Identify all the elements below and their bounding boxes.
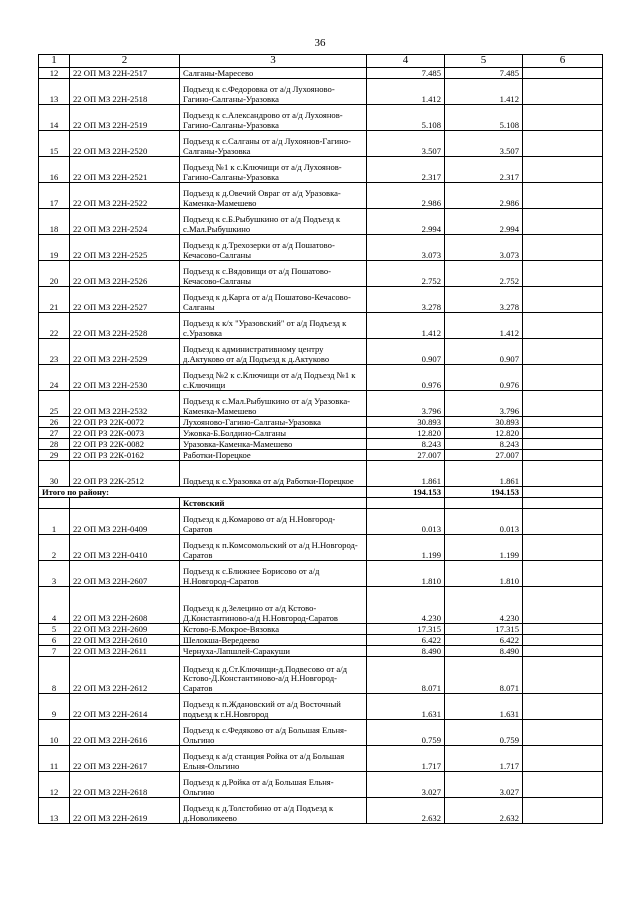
road-name: Подъезд №1 к с.Ключищи от а/д Лухоянов-Гагино-Салганы-Уразовка bbox=[180, 157, 367, 183]
road-name: Подъезд к д.Трехозерки от а/д Пошатово-Кечасово-Салганы bbox=[180, 235, 367, 261]
length-value-2: 30.893 bbox=[445, 417, 523, 428]
empty-cell bbox=[523, 461, 603, 487]
road-name: Подъезд к д.Овечий Овраг от а/д Уразовка-Каменка-Мамешево bbox=[180, 183, 367, 209]
empty-cell bbox=[523, 339, 603, 365]
empty-cell bbox=[523, 772, 603, 798]
total-empty-cell bbox=[523, 487, 603, 498]
length-value-2: 6.422 bbox=[445, 635, 523, 646]
table-row bbox=[39, 417, 603, 428]
table-row bbox=[39, 105, 603, 131]
empty-cell bbox=[523, 417, 603, 428]
road-name: Подъезд к а/д станция Ройка от а/д Большая Ельня-Ольгино bbox=[180, 746, 367, 772]
length-value-2: 8.490 bbox=[445, 646, 523, 657]
empty-cell bbox=[523, 498, 603, 509]
empty-cell bbox=[523, 131, 603, 157]
length-value: 3.278 bbox=[367, 287, 445, 313]
length-value-2: 2.994 bbox=[445, 209, 523, 235]
length-value-2: 17.315 bbox=[445, 624, 523, 635]
road-name: Подъезд к с.Ближнее Борисово от а/д Н.Новгород-Саратов bbox=[180, 561, 367, 587]
row-number: 22 bbox=[39, 313, 70, 339]
length-value-2: 1.412 bbox=[445, 313, 523, 339]
length-value: 12.820 bbox=[367, 428, 445, 439]
empty-cell bbox=[39, 498, 70, 509]
row-number: 27 bbox=[39, 428, 70, 439]
length-value-2: 7.485 bbox=[445, 68, 523, 79]
row-number: 11 bbox=[39, 746, 70, 772]
table-row bbox=[39, 587, 603, 624]
row-number: 14 bbox=[39, 105, 70, 131]
table-row bbox=[39, 235, 603, 261]
row-number: 10 bbox=[39, 720, 70, 746]
empty-cell bbox=[523, 105, 603, 131]
length-value-2: 5.108 bbox=[445, 105, 523, 131]
table-row bbox=[39, 535, 603, 561]
column-header: 2 bbox=[70, 55, 180, 68]
table-row bbox=[39, 313, 603, 339]
table-row bbox=[39, 798, 603, 824]
road-code: 22 ОП МЗ 22Н-2609 bbox=[70, 624, 180, 635]
table-row bbox=[39, 461, 603, 487]
empty-cell bbox=[523, 391, 603, 417]
road-code: 22 ОП РЗ 22К-0073 bbox=[70, 428, 180, 439]
row-number: 24 bbox=[39, 365, 70, 391]
row-number: 29 bbox=[39, 450, 70, 461]
district-row bbox=[39, 498, 603, 509]
row-number: 19 bbox=[39, 235, 70, 261]
column-header: 5 bbox=[445, 55, 523, 68]
row-number: 20 bbox=[39, 261, 70, 287]
length-value: 17.315 bbox=[367, 624, 445, 635]
length-value: 0.759 bbox=[367, 720, 445, 746]
empty-cell bbox=[523, 235, 603, 261]
length-value-2: 1.199 bbox=[445, 535, 523, 561]
empty-cell bbox=[523, 624, 603, 635]
table-row bbox=[39, 209, 603, 235]
length-value-2: 3.796 bbox=[445, 391, 523, 417]
road-name: Подъезд №2 к с.Ключищи от а/д Подъезд №1 к с.Ключищи bbox=[180, 365, 367, 391]
empty-cell bbox=[523, 746, 603, 772]
road-code: 22 ОП МЗ 22Н-2527 bbox=[70, 287, 180, 313]
road-name: Подъезд к с.Б.Рыбушкино от а/д Подъезд к с.Мал.Рыбушкино bbox=[180, 209, 367, 235]
length-value-2: 1.861 bbox=[445, 461, 523, 487]
road-code: 22 ОП МЗ 22Н-2611 bbox=[70, 646, 180, 657]
road-name: Подъезд к с.Мал.Рыбушкино от а/д Уразовка-Каменка-Мамешево bbox=[180, 391, 367, 417]
length-value: 8.243 bbox=[367, 439, 445, 450]
road-code: 22 ОП РЗ 22К-0072 bbox=[70, 417, 180, 428]
empty-cell bbox=[523, 535, 603, 561]
row-number: 18 bbox=[39, 209, 70, 235]
row-number: 7 bbox=[39, 646, 70, 657]
road-code: 22 ОП МЗ 22Н-2530 bbox=[70, 365, 180, 391]
length-value: 1.861 bbox=[367, 461, 445, 487]
length-value: 8.071 bbox=[367, 657, 445, 694]
length-value: 2.994 bbox=[367, 209, 445, 235]
table-row bbox=[39, 646, 603, 657]
length-value-2: 2.752 bbox=[445, 261, 523, 287]
row-number: 3 bbox=[39, 561, 70, 587]
empty-cell bbox=[523, 798, 603, 824]
table-row bbox=[39, 772, 603, 798]
road-code: 22 ОП МЗ 22Н-2618 bbox=[70, 772, 180, 798]
road-code: 22 ОП МЗ 22Н-2522 bbox=[70, 183, 180, 209]
length-value-2: 12.820 bbox=[445, 428, 523, 439]
table-row bbox=[39, 657, 603, 694]
row-number: 30 bbox=[39, 461, 70, 487]
road-name: Подъезд к д.Комарово от а/д Н.Новгород-Саратов bbox=[180, 509, 367, 535]
table-row bbox=[39, 391, 603, 417]
road-code: 22 ОП МЗ 22Н-2612 bbox=[70, 657, 180, 694]
road-name: Подъезд к с.Уразовка от а/д Работки-Порецкое bbox=[180, 461, 367, 487]
empty-cell bbox=[523, 313, 603, 339]
table-row bbox=[39, 261, 603, 287]
length-value: 2.632 bbox=[367, 798, 445, 824]
road-code: 22 ОП МЗ 22Н-2520 bbox=[70, 131, 180, 157]
road-name: Подъезд к д.Карга от а/д Пошатово-Кечасово-Салганы bbox=[180, 287, 367, 313]
empty-cell bbox=[523, 79, 603, 105]
length-value-2: 27.007 bbox=[445, 450, 523, 461]
row-number: 17 bbox=[39, 183, 70, 209]
row-number: 12 bbox=[39, 772, 70, 798]
table-body-section-a bbox=[39, 68, 603, 487]
row-number: 2 bbox=[39, 535, 70, 561]
empty-cell bbox=[523, 261, 603, 287]
table-row bbox=[39, 450, 603, 461]
total-row bbox=[39, 487, 603, 498]
length-value-2: 3.278 bbox=[445, 287, 523, 313]
column-header-row bbox=[39, 55, 603, 68]
empty-cell bbox=[523, 287, 603, 313]
length-value-2: 8.243 bbox=[445, 439, 523, 450]
page-number: 36 bbox=[314, 37, 326, 49]
length-value: 30.893 bbox=[367, 417, 445, 428]
length-value: 1.810 bbox=[367, 561, 445, 587]
row-number: 1 bbox=[39, 509, 70, 535]
table-row bbox=[39, 131, 603, 157]
length-value-2: 2.632 bbox=[445, 798, 523, 824]
length-value: 1.412 bbox=[367, 313, 445, 339]
row-number: 8 bbox=[39, 657, 70, 694]
road-code: 22 ОП МЗ 22Н-2517 bbox=[70, 68, 180, 79]
row-number: 9 bbox=[39, 694, 70, 720]
table-row bbox=[39, 561, 603, 587]
empty-cell bbox=[70, 498, 180, 509]
road-code: 22 ОП МЗ 22Н-2524 bbox=[70, 209, 180, 235]
row-number: 23 bbox=[39, 339, 70, 365]
road-name: Уразовка-Каменка-Мамешево bbox=[180, 439, 367, 450]
row-number: 5 bbox=[39, 624, 70, 635]
length-value-2: 0.759 bbox=[445, 720, 523, 746]
table-row bbox=[39, 428, 603, 439]
table-row bbox=[39, 365, 603, 391]
road-name: Кстово-Б.Мокрое-Вязовка bbox=[180, 624, 367, 635]
row-number: 13 bbox=[39, 79, 70, 105]
road-code: 22 ОП МЗ 22Н-2518 bbox=[70, 79, 180, 105]
row-number: 4 bbox=[39, 587, 70, 624]
length-value-2: 1.717 bbox=[445, 746, 523, 772]
table-row bbox=[39, 183, 603, 209]
length-value-2: 1.810 bbox=[445, 561, 523, 587]
road-code: 22 ОП МЗ 22Н-0410 bbox=[70, 535, 180, 561]
road-name: Подъезд к д.Зелецино от а/д Кстово-Д.Константиново-а/д Н.Новгород-Саратов bbox=[180, 587, 367, 624]
road-name: Подъезд к д.Ст.Ключищи-д.Подвесово от а/д Кстово-Д.Константиново-а/д Н.Новгород-Саратов bbox=[180, 657, 367, 694]
length-value-2: 0.907 bbox=[445, 339, 523, 365]
road-code: 22 ОП МЗ 22Н-2619 bbox=[70, 798, 180, 824]
length-value: 2.317 bbox=[367, 157, 445, 183]
length-value-2: 3.507 bbox=[445, 131, 523, 157]
table-row bbox=[39, 509, 603, 535]
road-code: 22 ОП МЗ 22Н-2617 bbox=[70, 746, 180, 772]
empty-cell bbox=[367, 498, 445, 509]
row-number: 15 bbox=[39, 131, 70, 157]
roads-table bbox=[38, 54, 603, 824]
table-row bbox=[39, 157, 603, 183]
road-name: Ужовка-Б.Болдино-Салганы bbox=[180, 428, 367, 439]
road-code: 22 ОП МЗ 22Н-2526 bbox=[70, 261, 180, 287]
table-row bbox=[39, 79, 603, 105]
road-code: 22 ОП МЗ 22Н-2610 bbox=[70, 635, 180, 646]
district-name: Кстовский bbox=[180, 498, 367, 509]
empty-cell bbox=[523, 439, 603, 450]
length-value-2: 0.013 bbox=[445, 509, 523, 535]
table-row bbox=[39, 287, 603, 313]
length-value: 5.108 bbox=[367, 105, 445, 131]
table-row bbox=[39, 439, 603, 450]
length-value: 2.752 bbox=[367, 261, 445, 287]
road-name: Подъезд к п.Комсомольский от а/д Н.Новгород-Саратов bbox=[180, 535, 367, 561]
road-code: 22 ОП МЗ 22Н-2607 bbox=[70, 561, 180, 587]
length-value-2: 2.317 bbox=[445, 157, 523, 183]
empty-cell bbox=[523, 509, 603, 535]
length-value: 2.986 bbox=[367, 183, 445, 209]
length-value: 0.907 bbox=[367, 339, 445, 365]
row-number: 26 bbox=[39, 417, 70, 428]
empty-cell bbox=[523, 157, 603, 183]
table-row bbox=[39, 694, 603, 720]
road-code: 22 ОП РЗ 22К-2512 bbox=[70, 461, 180, 487]
length-value-2: 1.631 bbox=[445, 694, 523, 720]
length-value: 4.230 bbox=[367, 587, 445, 624]
length-value: 1.199 bbox=[367, 535, 445, 561]
empty-cell bbox=[523, 646, 603, 657]
length-value: 6.422 bbox=[367, 635, 445, 646]
length-value-2: 8.071 bbox=[445, 657, 523, 694]
column-header: 1 bbox=[39, 55, 70, 68]
road-code: 22 ОП МЗ 22Н-2528 bbox=[70, 313, 180, 339]
length-value: 7.485 bbox=[367, 68, 445, 79]
length-value: 0.976 bbox=[367, 365, 445, 391]
road-name: Лухояново-Гагино-Салганы-Уразовка bbox=[180, 417, 367, 428]
length-value-2: 4.230 bbox=[445, 587, 523, 624]
column-header: 4 bbox=[367, 55, 445, 68]
total-value-col5: 194.153 bbox=[445, 487, 523, 498]
length-value: 1.717 bbox=[367, 746, 445, 772]
empty-cell bbox=[523, 209, 603, 235]
road-code: 22 ОП МЗ 22Н-2529 bbox=[70, 339, 180, 365]
road-code: 22 ОП МЗ 22Н-0409 bbox=[70, 509, 180, 535]
empty-cell bbox=[523, 694, 603, 720]
length-value-2: 0.976 bbox=[445, 365, 523, 391]
length-value-2: 1.412 bbox=[445, 79, 523, 105]
road-name: Подъезд к административному центру д.Актуково от а/д Подъезд к д.Актуково bbox=[180, 339, 367, 365]
road-name: Чернуха-Лапшлей-Саракуши bbox=[180, 646, 367, 657]
road-code: 22 ОП МЗ 22Н-2608 bbox=[70, 587, 180, 624]
empty-cell bbox=[523, 720, 603, 746]
table-row bbox=[39, 746, 603, 772]
column-header: 6 bbox=[523, 55, 603, 68]
column-header: 3 bbox=[180, 55, 367, 68]
road-name: Подъезд к к/х "Уразовский" от а/д Подъезд к с.Уразовка bbox=[180, 313, 367, 339]
empty-cell bbox=[523, 365, 603, 391]
length-value-2: 3.073 bbox=[445, 235, 523, 261]
road-code: 22 ОП МЗ 22Н-2532 bbox=[70, 391, 180, 417]
road-code: 22 ОП МЗ 22Н-2519 bbox=[70, 105, 180, 131]
length-value-2: 2.986 bbox=[445, 183, 523, 209]
empty-cell bbox=[523, 68, 603, 79]
row-number: 16 bbox=[39, 157, 70, 183]
road-code: 22 ОП МЗ 22Н-2521 bbox=[70, 157, 180, 183]
road-name: Подъезд к д.Толстобино от а/д Подъезд к д.Новоликеево bbox=[180, 798, 367, 824]
length-value: 3.507 bbox=[367, 131, 445, 157]
row-number: 28 bbox=[39, 439, 70, 450]
length-value: 0.013 bbox=[367, 509, 445, 535]
table-row bbox=[39, 68, 603, 79]
empty-cell bbox=[523, 635, 603, 646]
road-name: Шелокша-Вередеево bbox=[180, 635, 367, 646]
total-label: Итого по району: bbox=[39, 487, 367, 498]
length-value: 8.490 bbox=[367, 646, 445, 657]
empty-cell bbox=[445, 498, 523, 509]
row-number: 25 bbox=[39, 391, 70, 417]
row-number: 6 bbox=[39, 635, 70, 646]
empty-cell bbox=[523, 561, 603, 587]
row-number: 21 bbox=[39, 287, 70, 313]
length-value: 27.007 bbox=[367, 450, 445, 461]
length-value: 1.412 bbox=[367, 79, 445, 105]
road-name: Подъезд к с.Вядовищи от а/д Пошатово-Кечасово-Салганы bbox=[180, 261, 367, 287]
length-value: 1.631 bbox=[367, 694, 445, 720]
table-row bbox=[39, 339, 603, 365]
road-code: 22 ОП МЗ 22Н-2614 bbox=[70, 694, 180, 720]
table-row bbox=[39, 635, 603, 646]
road-code: 22 ОП РЗ 22К-0082 bbox=[70, 439, 180, 450]
road-name: Подъезд к с.Александрово от а/д Лухоянов-Гагино-Салганы-Уразовка bbox=[180, 105, 367, 131]
road-name: Работки-Порецкое bbox=[180, 450, 367, 461]
road-name: Подъезд к с.Салганы от а/д Лухоянов-Гагино-Салганы-Уразовка bbox=[180, 131, 367, 157]
length-value: 3.073 bbox=[367, 235, 445, 261]
road-code: 22 ОП МЗ 22Н-2616 bbox=[70, 720, 180, 746]
length-value-2: 3.027 bbox=[445, 772, 523, 798]
road-name: Подъезд к с.Федоровка от а/д Лухояново-Гагино-Салганы-Уразовка bbox=[180, 79, 367, 105]
table-row bbox=[39, 624, 603, 635]
total-value-col4: 194.153 bbox=[367, 487, 445, 498]
length-value: 3.027 bbox=[367, 772, 445, 798]
road-name: Подъезд к с.Федяково от а/д Большая Ельня-Ольгино bbox=[180, 720, 367, 746]
road-name: Подъезд к д.Ройка от а/д Большая Ельня-Ольгино bbox=[180, 772, 367, 798]
total-section bbox=[39, 487, 603, 509]
empty-cell bbox=[523, 450, 603, 461]
row-number: 13 bbox=[39, 798, 70, 824]
row-number: 12 bbox=[39, 68, 70, 79]
length-value: 3.796 bbox=[367, 391, 445, 417]
road-code: 22 ОП РЗ 22К-0162 bbox=[70, 450, 180, 461]
table-row bbox=[39, 720, 603, 746]
empty-cell bbox=[523, 183, 603, 209]
table-body-section-b bbox=[39, 509, 603, 824]
empty-cell bbox=[523, 428, 603, 439]
empty-cell bbox=[523, 587, 603, 624]
road-code: 22 ОП МЗ 22Н-2525 bbox=[70, 235, 180, 261]
road-name: Подъезд к п.Ждановский от а/д Восточный подъезд к г.Н.Новгород bbox=[180, 694, 367, 720]
road-name: Салганы-Маресево bbox=[180, 68, 367, 79]
empty-cell bbox=[523, 657, 603, 694]
